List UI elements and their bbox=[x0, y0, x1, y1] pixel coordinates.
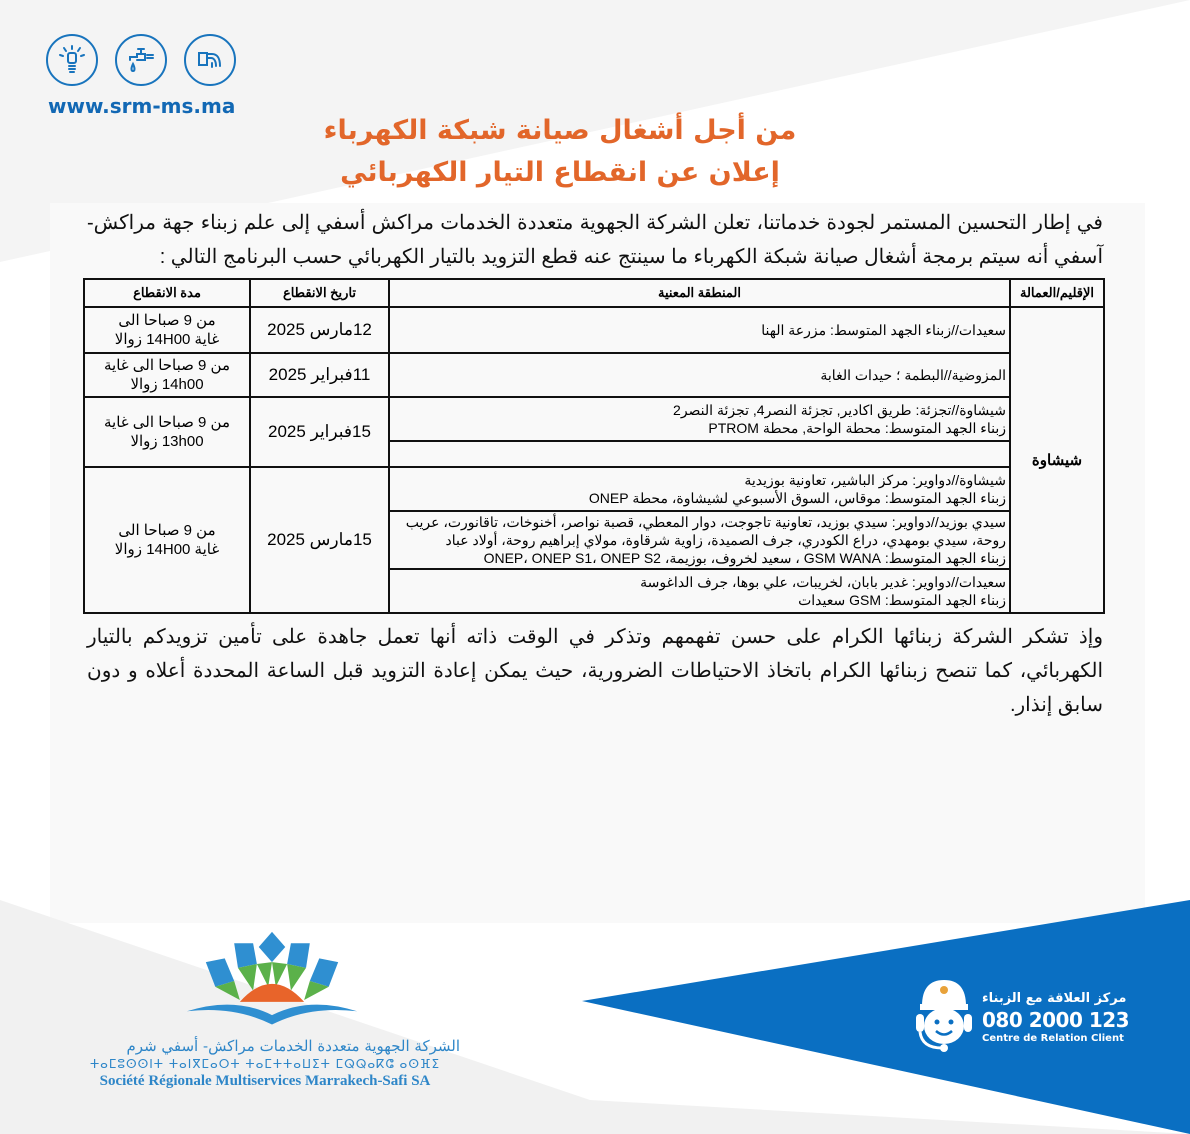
title-block bbox=[300, 112, 820, 192]
area-line: زبناء الجهد المتوسط: موقاس، السوق الأسبوعي لشيشاوة، محطة ONEP bbox=[588, 490, 1006, 506]
date-cell: 15فبراير 2025 bbox=[250, 397, 389, 467]
duration-line: من 9 صباحا الى bbox=[118, 312, 216, 329]
company-name-french: Société Régionale Multiservices Marrakech-Safi SA bbox=[99, 1073, 431, 1089]
duration-line: غاية 14H00 زوالا bbox=[114, 331, 220, 348]
water-tap-icon bbox=[115, 34, 167, 86]
table-row bbox=[84, 467, 1104, 511]
area-cell bbox=[389, 397, 1010, 441]
duration-cell bbox=[84, 397, 250, 467]
region-cell: شيشاوة bbox=[1010, 307, 1104, 613]
call-center-label-arabic: مركز العلاقة مع الزبناء bbox=[982, 991, 1127, 1006]
area-line: سعيدات//زبناء الجهد المتوسط: مزرعة الهنا bbox=[761, 322, 1006, 338]
call-center-phone[interactable]: 080 2000 123 bbox=[982, 1008, 1130, 1032]
outage-schedule-table bbox=[83, 278, 1105, 614]
header-area: المنطقة المعنية bbox=[389, 279, 1010, 307]
table-row bbox=[84, 353, 1104, 397]
area-cell bbox=[389, 353, 1010, 397]
service-icons bbox=[46, 34, 236, 86]
header-duration: مدة الانقطاع bbox=[84, 279, 250, 307]
company-name-tifinagh: ⵜⴰⵎⵓⵙⵙⵏⵜ ⵜⴰⵏⴳⵎⴰⵔⵜ ⵜⴰⵎⵜⵜⴰⵡⵉⵜ ⵎⵕⵕⴰⴽⵛ ⴰⵙⴼⵉ bbox=[89, 1057, 441, 1071]
duration-cell bbox=[84, 467, 250, 613]
intro-paragraph: في إطار التحسين المستمر لجودة خدماتنا، تعلن الشركة الجهوية متعددة الخدمات مراكش أسفي إلى علم زبناء جهة مراكش- آسفي أنه سيتم برمجة أشغال صيانة شبكة الكهرباء ما سينتج عنه قطع التزويد بالتيار الكهربائي حسب البرنامج التالي : bbox=[87, 212, 1103, 268]
title-line-1: من أجل أشغال صيانة شبكة الكهرباء bbox=[323, 115, 797, 146]
area-cell bbox=[389, 511, 1010, 569]
call-center-agent-icon bbox=[912, 976, 976, 1056]
srm-logo-icon bbox=[172, 930, 372, 1034]
company-name-block bbox=[70, 1036, 460, 1091]
area-line: سعيدات//دواوير: غدير بابان، لخريبات، علي بوها، جرف الداغوسة bbox=[640, 574, 1006, 590]
notice-content bbox=[83, 206, 1107, 722]
duration-cell bbox=[84, 307, 250, 353]
title-line-2: إعلان عن انقطاع التيار الكهربائي bbox=[340, 157, 780, 188]
duration-line: من 9 صباحا الى bbox=[118, 522, 216, 539]
header-region: الإقليم/العمالة bbox=[1010, 279, 1104, 307]
duration-line: من 9 صباحا الى غاية bbox=[103, 414, 231, 431]
area-line: زبناء الجهد المتوسط: GSM WANA ، سعيد لخروف، بوزيمة، ONEP، ONEP S1، ONEP S2 bbox=[483, 550, 1006, 566]
area-line: زبناء الجهد المتوسط: محطة الواحة, محطة PTROM bbox=[708, 420, 1006, 436]
area-line: زبناء الجهد المتوسط: GSM سعيدات bbox=[798, 592, 1006, 608]
table-row bbox=[84, 307, 1104, 353]
duration-line: غاية 14H00 زوالا bbox=[114, 541, 220, 558]
call-center-label-french: Centre de Relation Client bbox=[982, 1033, 1124, 1044]
table-row bbox=[84, 397, 1104, 441]
area-line: سيدي بوزيد//دواوير: سيدي بوزيد، تعاونية تاجوجت، دوار المعطي، قصبة نواصر، أخنوخات، تاقانورت، عريب روحة، سيدي بومهدي، دراع الكودري، جرف الصميدة، زاوية شرقاوة، مولاي إبراهيم روحة، أولاد عباد bbox=[405, 514, 1006, 548]
area-cell bbox=[389, 569, 1010, 613]
sewer-pipe-icon bbox=[184, 34, 236, 86]
table-header-row bbox=[84, 279, 1104, 307]
area-line: المزوضية//البطمة ؛ حيدات الغابة bbox=[820, 367, 1006, 383]
area-line: شيشاوة//دواوير: مركز الباشير، تعاونية بوزيدية bbox=[744, 472, 1006, 488]
date-cell: 12مارس 2025 bbox=[250, 307, 389, 353]
area-cell bbox=[389, 467, 1010, 511]
area-line: شيشاوة//تجزئة: طريق اكادير, تجزئة النصر4, تجزئة النصر2 bbox=[673, 402, 1006, 418]
duration-line: من 9 صباحا الى غاية bbox=[103, 357, 231, 374]
website-url[interactable]: www.srm-ms.ma bbox=[48, 94, 236, 118]
closing-paragraph: وإذ تشكر الشركة زبنائها الكرام على حسن تفهمهم وتذكر في الوقت ذاته أنها تعمل جاهدة على تأمين تزويدكم بالتيار الكهربائي، كما تنصح زبنائها الكرام باتخاذ الاحتياطات الضرورية، حيث يمكن إعادة التزويد قبل الساعة المحددة أعلاه و دون سابق إنذار. bbox=[87, 626, 1104, 716]
duration-line: 14h00 زوالا bbox=[130, 376, 204, 393]
date-cell: 11فبراير 2025 bbox=[250, 353, 389, 397]
lightbulb-icon bbox=[46, 34, 98, 86]
call-center-block bbox=[982, 990, 1132, 1045]
company-name-arabic: الشركة الجهوية متعددة الخدمات مراكش- أسفي شرم bbox=[126, 1037, 460, 1055]
duration-line: 13h00 زوالا bbox=[130, 433, 204, 450]
area-cell bbox=[389, 307, 1010, 353]
header-date: تاريخ الانقطاع bbox=[250, 279, 389, 307]
date-cell: 15مارس 2025 bbox=[250, 467, 389, 613]
area-cell-empty bbox=[389, 441, 1010, 467]
duration-cell bbox=[84, 353, 250, 397]
